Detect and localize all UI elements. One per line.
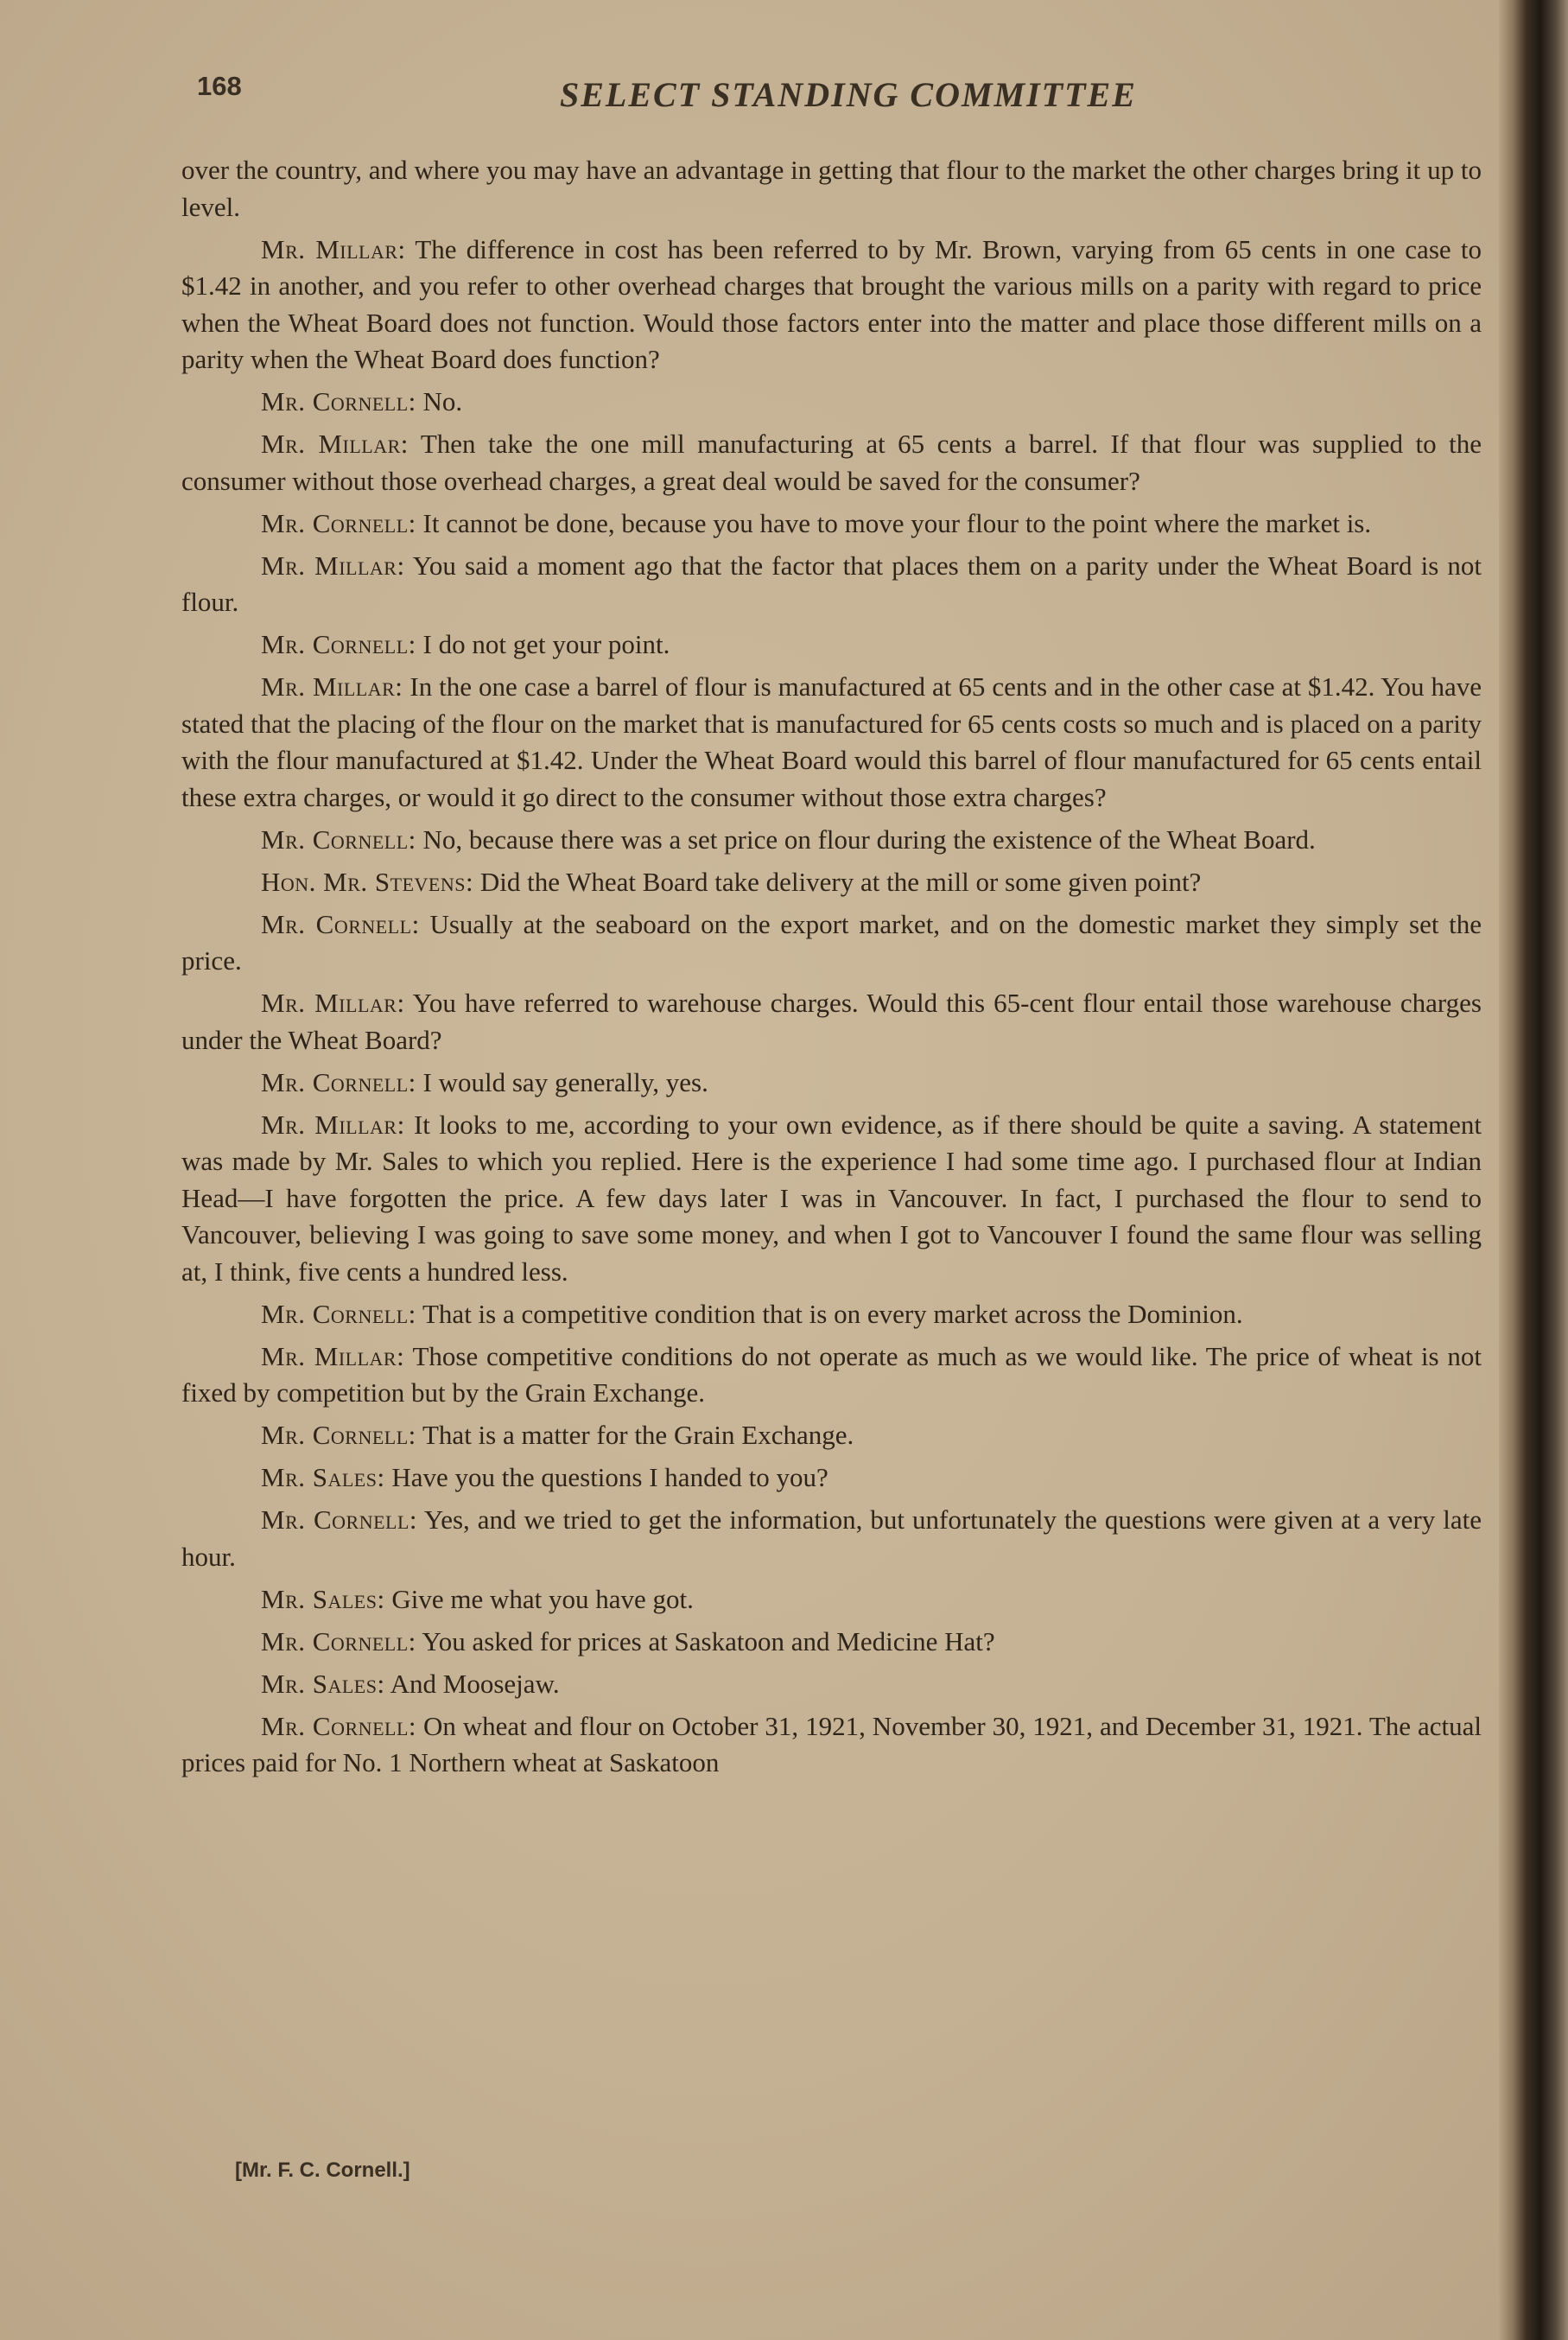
speaker-name: Mr. Millar: [261,550,405,581]
testimony-paragraph [181,1502,1482,1575]
testimony-paragraph [181,384,1482,421]
paragraph-text: Did the Wheat Board take delivery at the mill or some given point? [479,866,1202,897]
speaker-name: Mr. Millar: [261,1340,405,1371]
speaker-name: Mr. Millar: [261,1109,405,1140]
paragraph-text: over the country, and where you may have an advantage in getting that flour to the market the other charges bring it up to level. [181,155,1482,222]
paragraph-text: In the one case a barrel of flour is manufactured at 65 cents and in the other case at $1.42. You have stated that the placing of the flour on the market that is manufactured for 65 cents costs so much and is placed on a parity with the flour manufactured at $1.42. Under the Wheat Board would this barrel of flour manufactured for 65 cents entail these extra charges, or would it go direct to the consumer without those extra charges? [181,671,1482,812]
paragraph-text: You said a moment ago that the factor that places them on a parity under the Wheat Board is not flour. [181,550,1482,617]
paragraph-text: On wheat and flour on October 31, 1921, November 30, 1921, and December 31, 1921. The actual prices paid for No. 1 Northern wheat at Saskatoon [181,1710,1482,1777]
paragraph-text: Yes, and we tried to get the information, but unfortunately the questions were given at a very late hour. [181,1504,1482,1572]
speaker-name: Mr. Cornell: [261,823,416,855]
testimony-paragraph [181,1624,1482,1661]
paragraph-text: You asked for prices at Saskatoon and Medicine Hat? [422,1625,995,1656]
paragraph-text: You have referred to warehouse charges. Would this 65-cent flour entail those warehouse charges under the Wheat Board? [181,988,1482,1055]
book-spine-shadow [1499,0,1568,2340]
testimony-paragraph [181,548,1482,621]
paragraph-text: And Moosejaw. [390,1668,560,1699]
testimony-paragraph [181,1666,1482,1703]
testimony-body [181,152,1482,1787]
paragraph-text: I do not get your point. [422,629,670,659]
testimony-paragraph [181,1708,1482,1782]
testimony-paragraph [181,1339,1482,1412]
paragraph-text: The difference in cost has been referred to by Mr. Brown, varying from 65 cents in one case to $1.42 in another, and you refer to other overhead charges that brought the various mills on a parity with regard to price when the Wheat Board does not function. Would those factors enter into the matter and place those different mills on a parity when the Wheat Board does function? [181,233,1482,374]
page-header [197,71,1484,123]
witness-signature: [Mr. F. C. Cornell.] [235,2159,410,2182]
speaker-name: Mr. Millar: [261,233,406,264]
paragraph-text: Then take the one mill manufacturing at 65 cents a barrel. If that flour was supplied to the consumer without those overhead charges, a great deal would be saved for the consumer? [181,429,1482,496]
testimony-paragraph [181,426,1482,499]
testimony-paragraph [181,1065,1482,1102]
testimony-paragraph [181,822,1482,859]
paragraph-text: Usually at the seaboard on the export market, and on the domestic market they simply set the price. [181,908,1482,976]
speaker-name: Mr. Cornell: [261,1298,416,1329]
paragraph-text: I would say generally, yes. [422,1066,708,1097]
testimony-paragraph [181,1417,1482,1454]
paragraph-text: No. [422,386,463,416]
testimony-paragraph [181,1459,1482,1497]
testimony-paragraph [181,906,1482,980]
speaker-name: Mr. Cornell: [261,386,416,416]
testimony-paragraph [181,985,1482,1059]
speaker-name: Mr. Cornell: [261,1504,418,1535]
testimony-paragraph [181,1581,1482,1618]
speaker-name: Mr. Millar: [261,671,403,702]
speaker-name: Hon. Mr. Stevens: [261,866,474,897]
speaker-name: Mr. Sales: [261,1668,385,1699]
paragraph-text: Give me what you have got. [391,1583,694,1614]
speaker-name: Mr. Cornell: [261,1625,416,1656]
speaker-name: Mr. Cornell: [261,908,420,939]
paragraph-text: Those competitive conditions do not operate as much as we would like. The price of wheat is not fixed by competition but by the Grain Exchange. [181,1340,1482,1408]
paragraph-text: No, because there was a set price on flour during the existence of the Wheat Board. [422,823,1316,855]
testimony-paragraph [181,1107,1482,1291]
paragraph-text: It cannot be done, because you have to move your flour to the point where the market is. [422,507,1372,538]
paragraph-text: Have you the questions I handed to you? [391,1462,828,1492]
testimony-paragraph [181,506,1482,543]
speaker-name: Mr. Sales: [261,1462,385,1492]
speaker-name: Mr. Sales: [261,1583,385,1614]
testimony-paragraph [181,669,1482,816]
testimony-paragraph [181,152,1482,226]
testimony-paragraph [181,626,1482,664]
speaker-name: Mr. Cornell: [261,1066,416,1097]
testimony-paragraph [181,1296,1482,1333]
speaker-name: Mr. Cornell: [261,1710,416,1741]
speaker-name: Mr. Millar: [261,429,409,459]
speaker-name: Mr. Cornell: [261,507,416,538]
paragraph-text: It looks to me, according to your own evidence, as if there should be quite a saving. A statement was made by Mr. Sales to which you replied. Here is the experience I had some time ago. I purchased flour at Indian Head—I have forgotten the price. A few days later I was in Vancouver. In fact, I purchased the flour to send to Vancouver, believing I was going to save some money, and when I got to Vancouver I found the same flour was selling at, I think, five cents a hundred less. [181,1109,1482,1287]
testimony-paragraph [181,232,1482,378]
running-head: SELECT STANDING COMMITTEE [560,75,1137,114]
speaker-name: Mr. Cornell: [261,629,416,659]
page-number: 168 [197,71,242,101]
testimony-paragraph [181,864,1482,901]
speaker-name: Mr. Cornell: [261,1420,416,1450]
speaker-name: Mr. Millar: [261,988,405,1018]
paragraph-text: That is a competitive condition that is on every market across the Dominion. [422,1298,1243,1329]
paragraph-text: That is a matter for the Grain Exchange. [422,1420,854,1450]
